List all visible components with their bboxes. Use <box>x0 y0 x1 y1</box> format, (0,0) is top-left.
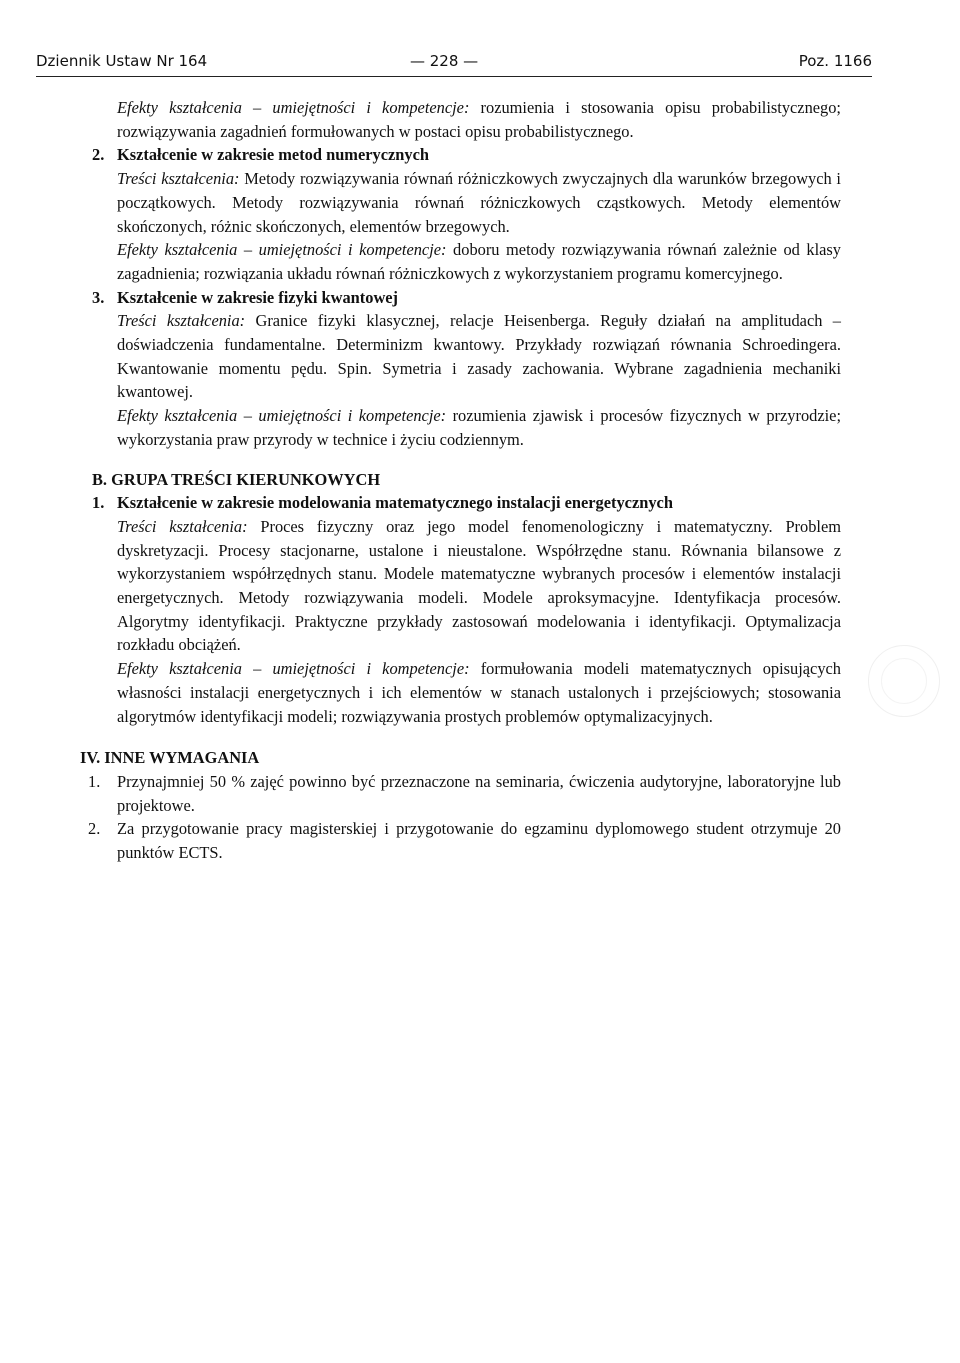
section-b1-number: 1. <box>92 493 105 513</box>
section-2-number: 2. <box>92 145 105 165</box>
efekty-text: rozumienia i stosowania opisu probabilistycznego; rozwiązywania zagadnień formułowanych w postaci opisu probabilistycznego. <box>117 98 841 141</box>
item-number: 2. <box>88 819 101 839</box>
efekty-label: Efekty kształcenia – umiejętności i kompetencje: <box>117 240 447 260</box>
journal-title: Dziennik Ustaw Nr 164 <box>36 52 208 70</box>
efekty-label: Efekty kształcenia – umiejętności i kompetencje: <box>117 406 447 426</box>
section-3-efekty <box>36 404 841 451</box>
tresci-label: Treści kształcenia: <box>117 311 246 331</box>
tresci-text: Proces fizyczny oraz jego model fenomenologiczny i matematyczny. Problem dyskretyzacji. Procesy stacjonarne, ustalone i nieustalone. Współrzędne stanu. Równania bilansowe z wykorzystaniem współrzędnych stanu. Modele matematyczne wybranych procesów i elementów instalacji energetycznych. Metody rozwiązywania modeli. Modele aproksymacyjne. Identyfikacja procesów. Algorytmy identyfikacji. Praktyczne przykłady zastosowań modelowania i identyfikacji. Optymalizacja rozkładu obciążeń. <box>117 516 841 655</box>
section-3-heading <box>36 286 841 310</box>
tresci-text: Granice fizyki klasycznej, relacje Heisenberga. Reguły działań na amplitudach – doświadczenia fundamentalne. Determinizm kwantowy. Przykłady rozwiązań równania Schroedingera. Kwantowanie momentu pędu. Spin. Symetria i zasady zachowania. Wybrane zagadnienia mechaniki kwantowej. <box>117 311 841 402</box>
tresci-label: Treści kształcenia: <box>117 169 240 189</box>
tresci-text: Metody rozwiązywania równań różniczkowych zwyczajnych dla warunków brzegowych i początkowych. Metody rozwiązywania równań różniczkowych cząstkowych. Metody elementów skończonych, różnic skończonych, elementów brzegowych. <box>117 169 841 236</box>
section-iv-item-1 <box>36 770 841 817</box>
tresci-label: Treści kształcenia: <box>117 516 248 536</box>
spacer <box>36 452 841 468</box>
section-2-title: Kształcenie w zakresie metod numerycznych <box>117 145 429 165</box>
faded-seal-stamp <box>868 645 940 717</box>
section-b1-heading <box>36 491 841 515</box>
position-number: Poz. 1166 <box>798 52 872 70</box>
section-3-tresci <box>36 309 841 404</box>
efekty-text: doboru metody rozwiązywania równań zależnie od klasy zagadnienia; rozwiązania układu równań różniczkowych z wykorzystaniem programu komercyjnego. <box>117 240 841 283</box>
seal-inner-ring <box>881 658 927 704</box>
item-number: 1. <box>88 771 101 791</box>
group-b-heading: B. GRUPA TREŚCI KIERUNKOWYCH <box>92 469 381 489</box>
section-b1-efekty <box>36 657 841 728</box>
page-number: — 228 — <box>410 52 479 70</box>
page-header <box>36 52 872 74</box>
item-text: Przynajmniej 50 % zajęć powinno być przeznaczone na seminaria, ćwiczenia audytoryjne, laboratoryjne lub projektowe. <box>117 771 841 815</box>
spacer <box>36 728 841 746</box>
section-2-tresci <box>36 167 841 238</box>
efekty-text: formułowania modeli matematycznych opisujących własności instalacji energetycznych i ich elementów w stanach ustalonych i przejściowych; stosowania algorytmów identyfikacji modeli; rozwiązywania prostych problemów optymalizacyjnych. <box>117 659 841 726</box>
section-2-efekty <box>36 238 841 285</box>
section-iv-item-2 <box>36 817 841 864</box>
efekty-paragraph-a1 <box>36 96 841 143</box>
section-2-heading <box>36 143 841 167</box>
efekty-label: Efekty kształcenia – umiejętności i kompetencje: <box>117 98 470 117</box>
efekty-text: rozumienia zjawisk i procesów fizycznych w przyrodzie; wykorzystania praw przyrody w technice i życiu codziennym. <box>117 406 841 449</box>
section-b1-title: Kształcenie w zakresie modelowania matematycznego instalacji energetycznych <box>117 493 673 513</box>
header-rule <box>36 76 872 77</box>
section-3-number: 3. <box>92 287 105 307</box>
section-b1-tresci <box>36 515 841 657</box>
efekty-label: Efekty kształcenia – umiejętności i kompetencje: <box>117 659 470 679</box>
document-body <box>36 96 841 865</box>
item-text: Za przygotowanie pracy magisterskiej i przygotowanie do egzaminu dyplomowego student otrzymuje 20 punktów ECTS. <box>117 819 841 863</box>
section-3-title: Kształcenie w zakresie fizyki kwantowej <box>117 287 399 307</box>
section-iv-heading: IV. INNE WYMAGANIA <box>80 748 260 768</box>
